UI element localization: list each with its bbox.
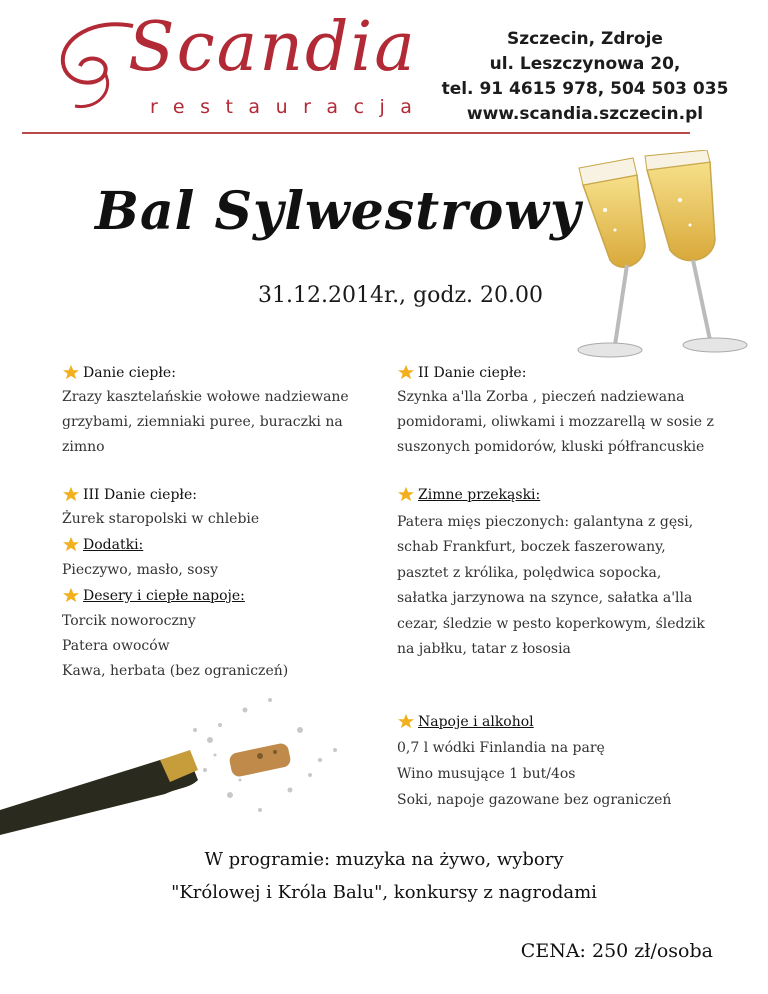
restaurant-logo-name: Scandia xyxy=(128,8,417,87)
contact-city: Szczecin, Zdroje xyxy=(507,29,663,49)
menu-line: Żurek staropolski w chlebie xyxy=(62,511,260,527)
menu-line: Zrazy kasztelańskie wołowe nadziewane xyxy=(62,389,349,405)
event-date: 31.12.2014r., godz. 20.00 xyxy=(258,283,544,308)
contact-street: ul. Leszczynowa 20, xyxy=(489,54,681,74)
star-icon xyxy=(62,486,80,502)
menu-heading-danie-2: II Danie ciepłe: xyxy=(397,364,526,380)
menu-heading-danie-1: Danie ciepłe: xyxy=(62,364,176,380)
menu-heading-dodatki: Dodatki: xyxy=(62,536,143,552)
menu-line: pasztet z królika, polędwica sopocka, xyxy=(397,565,662,581)
star-icon xyxy=(62,587,80,603)
program-line-1: W programie: muzyka na żywo, wybory xyxy=(204,849,564,870)
menu-line: Soki, napoje gazowane bez ograniczeń xyxy=(397,792,672,808)
menu-line: Kawa, herbata (bez ograniczeń) xyxy=(62,663,289,679)
star-icon xyxy=(397,713,415,729)
star-icon xyxy=(62,364,80,380)
menu-line: suszonych pomidorów, kluski półfrancuskie xyxy=(397,439,705,455)
champagne-bottle-icon xyxy=(0,670,390,840)
contact-website: www.scandia.szczecin.pl xyxy=(466,104,704,124)
menu-line: pomidorami, oliwkami i mozzarellą w sosie z xyxy=(397,414,714,430)
contact-phone: tel. 91 4615 978, 504 503 035 xyxy=(441,79,729,99)
menu-line: Wino musujące 1 but/4os xyxy=(397,766,576,782)
menu-line: zimno xyxy=(62,439,105,455)
star-icon xyxy=(62,536,80,552)
menu-line: Pieczywo, masło, sosy xyxy=(62,562,219,578)
star-icon xyxy=(397,364,415,380)
champagne-glasses-icon xyxy=(575,150,755,370)
menu-line: Patera mięs pieczonych: galantyna z gęsi, xyxy=(397,514,694,530)
restaurant-logo-subtitle: restauracja xyxy=(150,96,428,118)
menu-line: cezar, śledzie w pesto koperkowym, śledzik xyxy=(397,616,705,632)
menu-line: sałatka jarzynowa na szynce, sałatka a'lla xyxy=(397,590,693,606)
menu-line: Szynka a'lla Zorba , pieczeń nadziewana xyxy=(397,389,685,405)
menu-heading-zimne: Zimne przekąski: xyxy=(397,486,540,502)
menu-heading-desery: Desery i ciepłe napoje: xyxy=(62,587,245,603)
menu-heading-napoje: Napoje i alkohol xyxy=(397,713,534,729)
event-title: Bal Sylwestrowy xyxy=(95,181,582,242)
menu-line: Torcik noworoczny xyxy=(62,613,196,629)
menu-line: 0,7 l wódki Finlandia na parę xyxy=(397,740,605,756)
price-per-person: CENA: 250 zł/osoba xyxy=(520,940,713,962)
star-icon xyxy=(397,486,415,502)
menu-line: grzybami, ziemniaki puree, buraczki na xyxy=(62,414,343,430)
program-line-2: "Królowej i Króla Balu", konkursy z nagrodami xyxy=(171,882,597,903)
menu-line: schab Frankfurt, boczek faszerowany, xyxy=(397,539,666,555)
menu-line: Patera owoców xyxy=(62,638,170,654)
menu-heading-danie-3: III Danie ciepłe: xyxy=(62,486,197,502)
menu-line: na jabłku, tatar z łososia xyxy=(397,641,571,657)
header-divider xyxy=(22,132,690,134)
